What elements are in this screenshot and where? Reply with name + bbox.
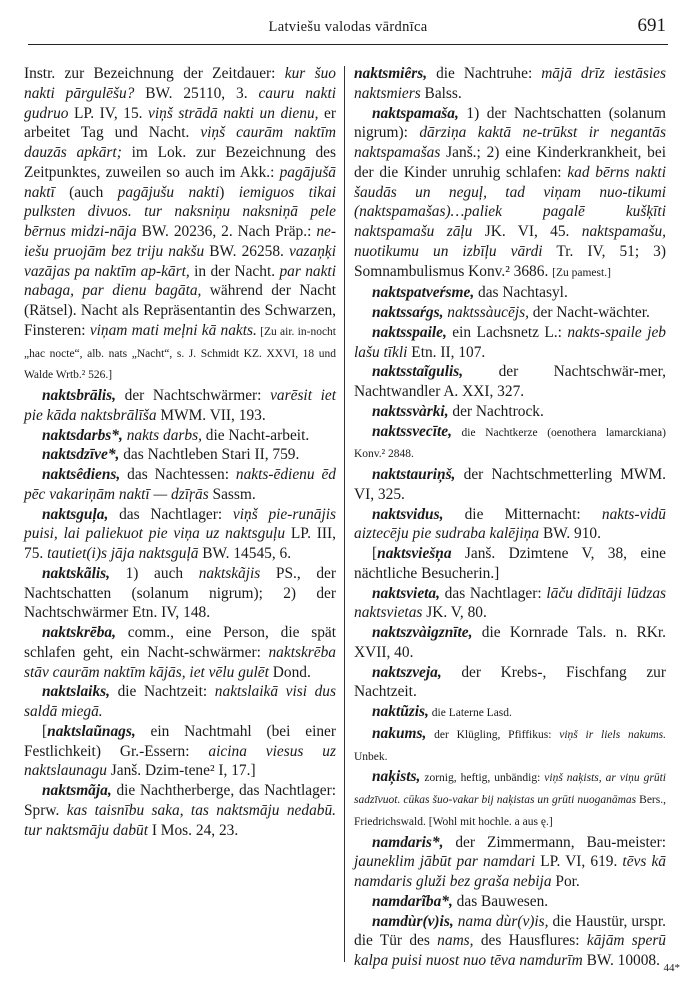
dictionary-entry xyxy=(24,564,336,623)
entry-text: die Nachtkerze (oenothera lamarckiana) Konv.² 2848. xyxy=(354,426,666,461)
headword: naktskrēba, xyxy=(42,624,116,641)
dictionary-entry xyxy=(24,722,336,781)
latvian-example: viņš naķists, ar viņu grūti sadzīvuot. cūkas šuo-vakar bij naķistas un grūti nuoganāmas xyxy=(354,772,666,806)
headword: naktsdarbs*, xyxy=(42,426,123,444)
entry-text: das Nachtlager: xyxy=(439,584,547,602)
right-column xyxy=(354,64,666,971)
entry-text: der Nachtschmetterling MWM. VI, 325. xyxy=(354,466,666,503)
latvian-example: viņš ir liels nakums. xyxy=(559,728,667,741)
latvian-example: tautiet(i)s jāja naktsguļā xyxy=(47,545,199,562)
dictionary-entry xyxy=(354,465,666,505)
entry-text: der Nachtrock. xyxy=(448,402,544,420)
headword: naktssaŕgs, xyxy=(372,304,444,321)
latvian-example: dārziņa kaktā ne-trūkst ir negantās naktspamašas xyxy=(354,124,666,161)
headword: naķists, xyxy=(372,768,421,786)
entry-text: LP. IV, 15. xyxy=(68,104,149,122)
entry-text: Sassm. xyxy=(208,485,256,503)
latvian-example: lāču dīdītāji lūdzas naktsvietas xyxy=(354,584,667,622)
headword: naktsbrālis, xyxy=(42,387,116,404)
latvian-example: mājā drīz iestāsies naktsmiers xyxy=(354,65,666,102)
dictionary-entry xyxy=(354,303,666,323)
entry-text: Janš. Dzimtene V, 38, eine nächtliche Besucherin.] xyxy=(354,545,666,582)
entry-text: des Hausflures: xyxy=(473,932,587,950)
dictionary-entry xyxy=(354,362,666,402)
entry-text: Etn. II, 107. xyxy=(407,343,486,361)
entry-text: Dond. xyxy=(268,663,311,681)
entry-text: Janš. Dzim-tene² I, 17.] xyxy=(106,762,256,780)
headword: namdùr(v)is, xyxy=(372,912,454,930)
entry-text: (auch xyxy=(54,183,118,201)
dictionary-entry xyxy=(354,422,666,466)
entry-text: comm., eine Person, die spät schlafen geht, ein Nacht-schwärmer: xyxy=(24,624,336,661)
entry-text: MWM. VII, 193. xyxy=(156,406,266,424)
entry-text: der Nachtschwär-mer, Nachtwandler A. XXI, 327. xyxy=(354,363,666,400)
entry-text: [ xyxy=(372,545,378,562)
latvian-example: nakts-ēdienu ēd pēc vakariņām naktī — xyxy=(24,466,336,503)
entry-text: BW. 10008. xyxy=(582,952,660,969)
headword: naktssvàrki, xyxy=(372,402,449,420)
headword: naktszveja, xyxy=(372,663,442,681)
entry-text: [Zu air. in-nocht „hac nocte“, alb. nats „Nacht“, s. J. Schmidt KZ. XXVI, 18 und Walde Wrtb.² 526.] xyxy=(24,325,336,382)
headword: naktsstaĩgulis, xyxy=(372,363,464,381)
entry-text: BW. 26258. xyxy=(204,242,289,260)
latvian-example: nakts-spaile jeb lašu tīkli xyxy=(354,323,666,361)
entry-text: das Nachtlager: xyxy=(108,505,233,523)
page-header xyxy=(28,14,668,42)
headword: naktspatveŕsme, xyxy=(372,284,475,302)
entry-text: Por. xyxy=(551,873,580,890)
headword: naktslaũnags, xyxy=(47,722,136,740)
latvian-example: nakts-vidū aiztecēju pie sudraba kalējiņa xyxy=(354,505,666,543)
headword: naktsêdiens, xyxy=(42,466,121,483)
dictionary-entry xyxy=(354,283,666,303)
dictionary-entry xyxy=(24,64,336,386)
headword: naktszvàigznīte, xyxy=(372,624,473,641)
entry-text: BW. 25110, 3. xyxy=(134,84,259,102)
headword: naktslaiks, xyxy=(42,683,110,701)
headword: naktssvecīte, xyxy=(372,422,452,440)
entry-text: während der Nacht (Rätsel). Nacht als Repräsentantin des Schwarzen, Finsteren: xyxy=(24,282,336,339)
entry-text: LP. VI, 619. xyxy=(535,853,623,871)
latvian-example: kas taisnību saka, tas naktsmāju nedabū. tur naktsmāju dabūt xyxy=(24,801,336,839)
latvian-example: naktssàucējs, xyxy=(447,304,529,321)
printer-signature: 44* xyxy=(663,962,680,974)
headword: naktspamaša, xyxy=(372,104,459,122)
entry-text: Instr. zur Bezeichnung der Zeitdauer: xyxy=(24,65,285,82)
entry-text: der Nacht-wächter. xyxy=(528,304,650,321)
running-title: Latviešu valodas vārdnīca xyxy=(268,19,428,35)
headword: naktsviešņa xyxy=(377,545,452,562)
column-divider xyxy=(344,66,345,962)
entry-text: ein Nachtmahl (bei einer Festlichkeit) Gr.-Essern: xyxy=(24,722,336,760)
entry-text: LP. III, 75. xyxy=(24,525,336,562)
latvian-example: naktskãjis xyxy=(198,564,261,582)
entry-text: der Krebs-, Fischfang zur Nachtzeit. xyxy=(354,663,666,701)
latvian-example: viņš pie-runājis puisi, lai paliekuot pie viņa uz naktsguļu xyxy=(24,505,337,543)
dictionary-entry xyxy=(354,833,666,892)
entry-text: 1) der Nachtschatten (solanum nigrum): xyxy=(354,104,666,142)
dictionary-entry xyxy=(354,505,666,545)
entry-text: die Kornrade Tals. n. RKr. XVII, 40. xyxy=(354,624,666,661)
latvian-example: kur šuo nakti pārgulēšu? xyxy=(24,65,336,102)
headword: naktsvidus, xyxy=(372,505,444,523)
entry-text: PS., der Nachtschatten (solanum nigrum); 2) der Nachtschwärmer Etn. IV, 148. xyxy=(24,564,336,622)
entry-text: die Haustür, urspr. die Tür des xyxy=(354,912,666,950)
entry-text: das Bauwesen. xyxy=(452,892,549,910)
entry-text: BW. 910. xyxy=(539,525,601,543)
latvian-example: tēvs kā namdaris gluži bez graša nebija xyxy=(354,853,666,890)
latvian-example: naktskrēba stāv caurām naktīm kājās, iet vēlu gulēt xyxy=(24,643,336,681)
dictionary-entry xyxy=(24,623,336,682)
latvian-example: viņš strādā nakti un dienu, xyxy=(148,104,319,122)
entry-text: JK. V, 80. xyxy=(422,604,487,622)
entry-text: das Nachtasyl. xyxy=(474,284,568,302)
entry-text: JK. VI, 45. xyxy=(472,223,582,240)
headword: naktskãlis, xyxy=(42,564,110,582)
headword: naktũzis, xyxy=(372,703,429,720)
dictionary-entry xyxy=(354,584,666,624)
header-rule xyxy=(28,44,668,45)
latvian-example: pagājušā naktī xyxy=(24,163,336,201)
latvian-example: cauru nakti gudruo xyxy=(24,84,337,122)
latvian-example: par nakti nabaga, par dienu bagāta, xyxy=(24,262,336,300)
dictionary-entry xyxy=(354,402,666,422)
entry-text: Bers., Friedrichswald. [Wohl mit hochle. a aus ę.] xyxy=(354,794,666,828)
dictionary-entry xyxy=(24,386,336,426)
entry-text: 1) auch xyxy=(110,564,199,582)
dictionary-entry xyxy=(354,104,666,284)
entry-text: in der Nacht. xyxy=(189,262,280,280)
entry-text: er arbeitet Tag und Nacht. xyxy=(24,104,336,142)
latvian-example: varēsit iet pie kāda naktsbrālīša xyxy=(24,387,336,424)
dictionary-entry xyxy=(24,445,336,465)
headword: naktsmãja, xyxy=(42,782,112,799)
dictionary-entry xyxy=(354,892,666,912)
dictionary-entry xyxy=(354,623,666,663)
entry-text: [Zu pamest.] xyxy=(552,266,611,279)
entry-text: [ xyxy=(42,722,48,740)
entry-text: der Klügling, Pfiffikus: xyxy=(426,728,560,741)
entry-text: Unbek. xyxy=(354,750,388,763)
latvian-example: nama dùr(v)is, xyxy=(457,912,549,930)
latvian-example: naktspamašu, nuotikumu un izbīļu vārdi xyxy=(354,223,666,260)
dictionary-entry xyxy=(354,912,666,971)
entry-text: der Nachtschwärmer: xyxy=(116,387,271,404)
entry-text: I Mos. 24, 23. xyxy=(147,821,239,839)
entry-text: Balss. xyxy=(420,84,462,102)
headword: naktsvieta, xyxy=(372,584,440,602)
entry-text: der Zimmermann, Bau-meister: xyxy=(443,833,666,851)
page-number: 691 xyxy=(637,15,666,36)
headword: namdaris*, xyxy=(372,833,444,851)
dictionary-entry xyxy=(354,702,666,724)
dictionary-entry xyxy=(354,64,666,104)
dictionary-entry xyxy=(354,767,666,832)
dictionary-entry xyxy=(24,505,336,564)
latvian-example: ne-iešu pruojām bez triju nakšu xyxy=(24,223,336,260)
entry-text: die Mitternacht: xyxy=(443,505,602,523)
dictionary-entry xyxy=(354,323,666,363)
latvian-example: pagājušu nakti xyxy=(117,183,220,201)
latvian-example: kad bērns nakti šaudās un neguļ, tad viņam nuo-tikumi (naktspamašas)…paliek pagalē kušķīti naktspamašu zāļu xyxy=(354,163,666,240)
dictionary-entry xyxy=(24,465,336,505)
headword: naktsdzīve*, xyxy=(42,446,120,464)
latvian-example: viņš caurām naktīm dauzās apkārt; xyxy=(24,124,336,161)
dictionary-entry xyxy=(24,682,336,722)
headword: namdarĩba*, xyxy=(372,892,453,910)
latvian-example: vazaņķi vazājas pa naktīm ap-kārt, xyxy=(24,242,337,280)
headword: nakums, xyxy=(372,724,427,742)
dictionary-entry xyxy=(354,544,666,584)
dictionary-entry xyxy=(354,663,666,703)
latvian-example: jauneklim jābūt par namdari xyxy=(354,853,536,871)
entry-text: die Nachtruhe: xyxy=(427,65,542,82)
dictionary-entry xyxy=(24,426,336,446)
latvian-example: aicina viesus uz naktslaunagu xyxy=(24,742,336,780)
headword: naktstauriņš, xyxy=(372,466,456,483)
entry-text: ) xyxy=(219,183,239,201)
dictionary-entry xyxy=(24,781,336,840)
entry-text: die Nacht-arbeit. xyxy=(201,426,310,444)
latvian-example: dzīŗās xyxy=(171,485,209,503)
headword: naktsspaile, xyxy=(372,323,447,341)
latvian-example: nakts darbs, xyxy=(126,426,202,444)
entry-text: ein Lachsnetz L.: xyxy=(446,323,568,341)
entry-text: die Nachtzeit: xyxy=(110,683,215,701)
headword: naktsguļa, xyxy=(42,505,109,523)
entry-text: zornig, heftig, unbändig: xyxy=(420,772,545,785)
latvian-example: naktslaikā visi dus saldā miegā. xyxy=(24,683,336,720)
entry-text: Tr. IV, 51; 3) Somnambulismus Konv.² 3686. xyxy=(354,242,666,280)
latvian-example: nams, xyxy=(437,932,474,950)
dictionary-entry xyxy=(354,724,666,768)
entry-text: das Nachtleben Stari II, 759. xyxy=(119,446,300,464)
latvian-example: kājām sperū kalpa puisi nuost nuo tēva namdurīm xyxy=(354,932,667,969)
entry-text: Janš.; 2) eine Kinderkrankheit, bei der die Kinder unruhig schlafen: xyxy=(354,144,666,181)
entry-text: die Nachtherberge, das Nachtlager: Sprw. xyxy=(24,782,336,819)
latvian-example: iemiguos tikai pulksten divuos. tur naksniņu naksniņā pele bērnus midzi-nāja xyxy=(24,183,336,240)
left-column xyxy=(24,64,336,840)
entry-text: BW. 14545, 6. xyxy=(198,545,292,562)
latvian-example: viņam mati meļni kā nakts. xyxy=(89,321,257,339)
entry-text: BW. 20236, 2. Nach Präp.: xyxy=(136,223,317,240)
headword: naktsmiêrs, xyxy=(354,65,428,82)
entry-text: im Lok. zur Bezeichnung des Zeitpunktes, zuweilen so auch im Akk.: xyxy=(24,144,336,181)
entry-text: die Laterne Lasd. xyxy=(428,707,512,719)
entry-text: das Nachtessen: xyxy=(120,466,236,483)
